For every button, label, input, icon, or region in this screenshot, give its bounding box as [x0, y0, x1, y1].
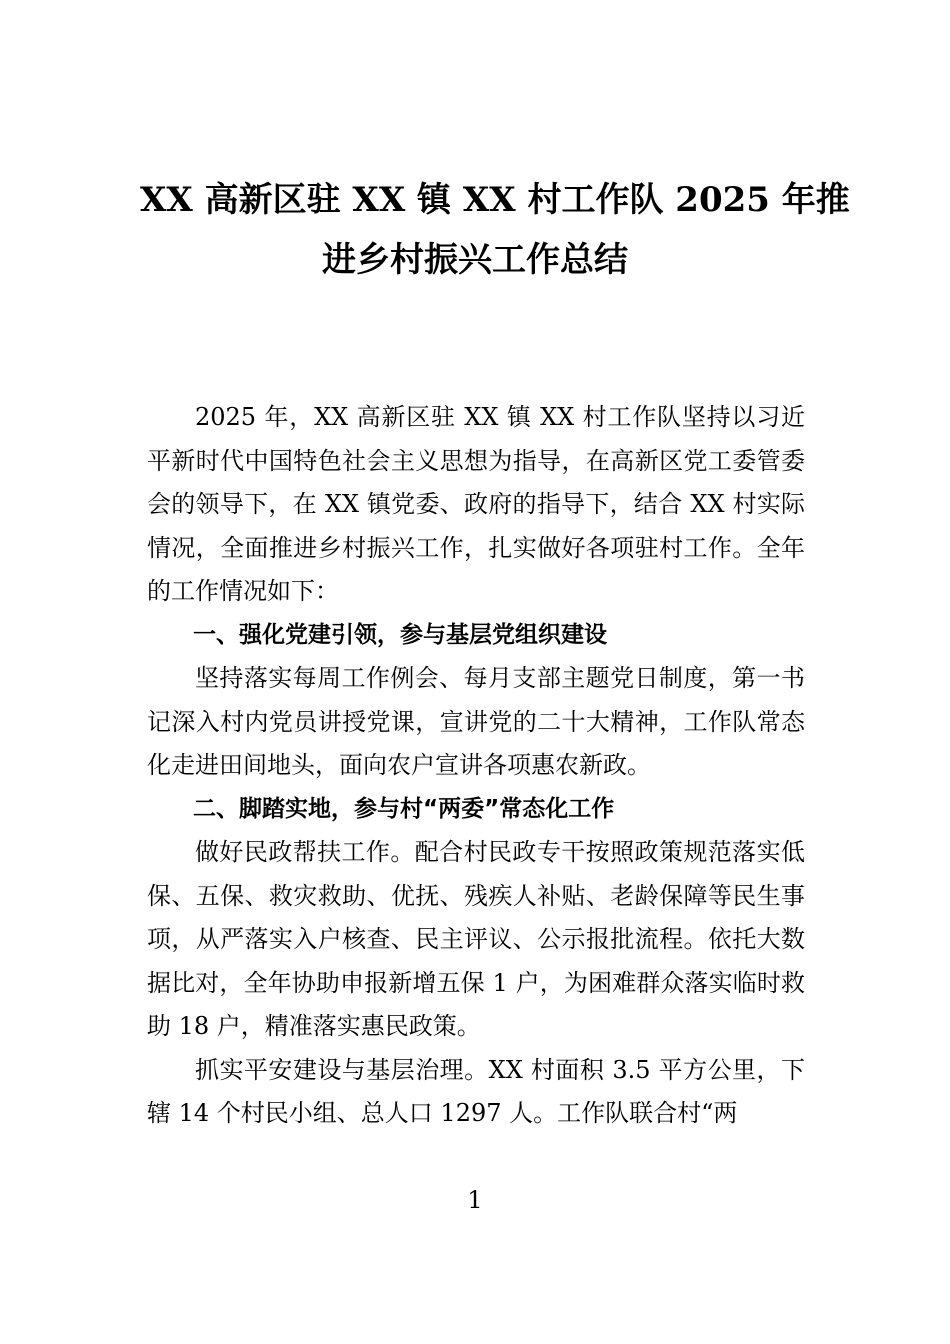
section-1-paragraph: 坚持落实每周工作例会、每月支部主题党日制度，第一书记深入村内党员讲授党课，宣讲党的二十大精神，工作队常态化走进田间地头，面向农户宣讲各项惠农新政。: [147, 664, 805, 779]
section-2-paragraph-1: 做好民政帮扶工作。配合村民政专干按照政策规范落实低保、五保、救灾救助、优抚、残疾人补贴、老龄保障等民生事项，从严落实入户核查、民主评议、公示报批流程。依托大数据比对，全年协助申报新增五保 1 户，为困难群众落实临时救助 18 户，精准落实惠民政策。: [147, 838, 805, 1040]
title-line-1: XX 高新区驻 XX 镇 XX 村工作队 2025 年推: [140, 180, 850, 220]
section-heading-2: 二、脚踏实地，参与村“两委”常态化工作: [193, 795, 615, 822]
document-title: [140, 170, 850, 290]
page-number: 1: [467, 1186, 483, 1214]
title-line-2: 进乡村振兴工作总结: [322, 240, 628, 280]
section-2-paragraph-2: 抓实平安建设与基层治理。XX 村面积 3.5 平方公里，下辖 14 个村民小组、总人口 1297 人。工作队联合村“两: [147, 1055, 805, 1127]
document-body: [147, 396, 805, 1136]
intro-paragraph: 2025 年，XX 高新区驻 XX 镇 XX 村工作队坚持以习近平新时代中国特色社会主义思想为指导，在高新区党工委管委会的领导下，在 XX 镇党委、政府的指导下，结合 XX 村实际情况，全面推进乡村振兴工作，扎实做好各项驻村工作。全年的工作情况如下：: [147, 403, 805, 605]
section-heading-1: 一、强化党建引领，参与基层党组织建设: [193, 621, 607, 648]
